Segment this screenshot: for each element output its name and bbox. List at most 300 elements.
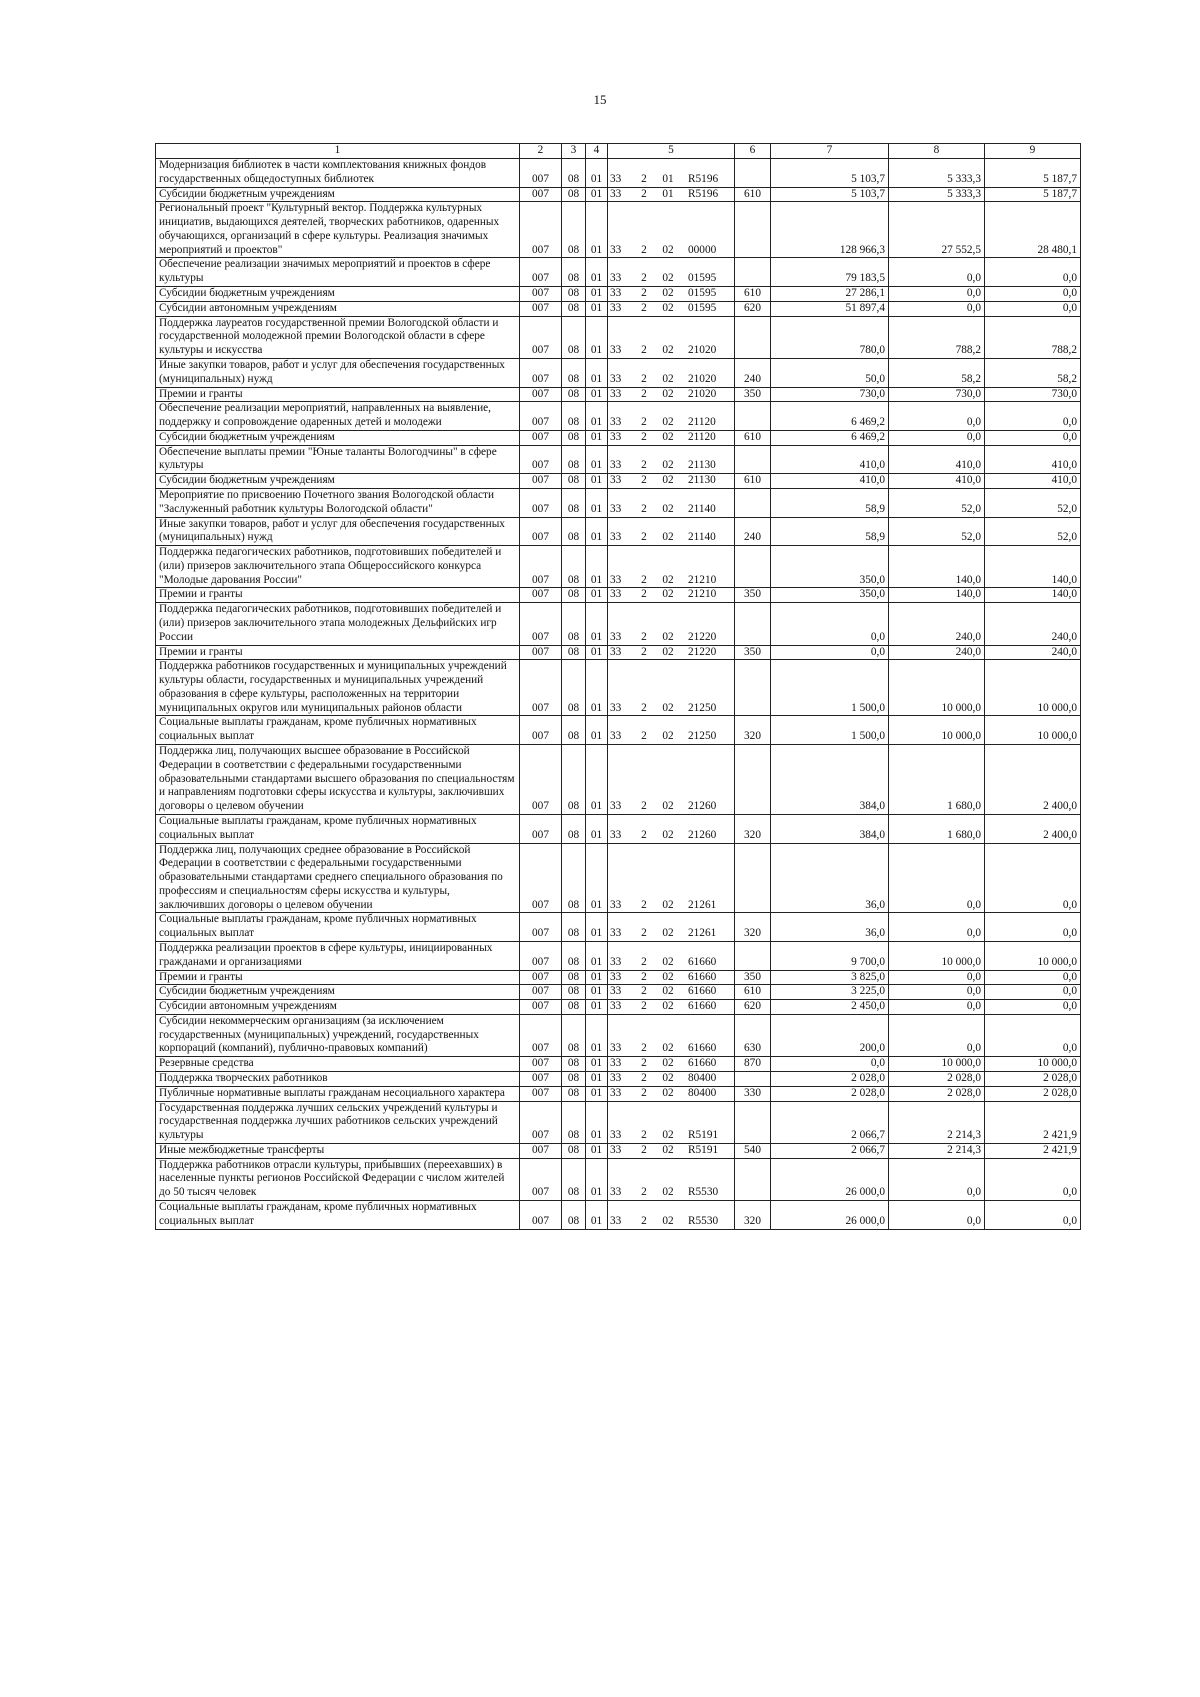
target-article-part: 01 [662,187,674,200]
amount-col7-cell: 5 103,7 [771,187,889,202]
target-article-part: 33 [610,474,622,487]
column-header: 4 [586,144,608,159]
target-article-part: 2 [641,645,647,658]
target-article-part: 2 [641,416,647,429]
table-row [156,301,1081,316]
target-article-part: 2 [641,459,647,472]
amount-col7-cell: 51 897,4 [771,301,889,316]
target-article-part: 21250 [688,701,717,714]
target-article-cell [608,603,735,645]
target-article-part: 21130 [688,459,716,472]
target-article-part: 02 [662,1057,674,1070]
subsection-code-cell: 01 [586,159,608,188]
row-name-cell: Публичные нормативные выплаты гражданам несоциального характера [156,1086,520,1101]
section-code-cell: 08 [562,445,586,474]
amount-col9-cell: 0,0 [985,402,1081,431]
row-name-cell: Поддержка реализации проектов в сфере культуры, инициированных гражданами и организациями [156,941,520,970]
table-row [156,1086,1081,1101]
row-name-cell: Субсидии бюджетным учреждениям [156,985,520,1000]
target-article-part: 02 [662,459,674,472]
section-code-cell: 08 [562,1000,586,1015]
table-row [156,716,1081,745]
ministry-code-cell: 007 [520,202,562,258]
table-row [156,1072,1081,1087]
target-article-cell [608,1158,735,1200]
section-code-cell: 08 [562,660,586,716]
ministry-code-cell: 007 [520,716,562,745]
amount-col9-cell: 10 000,0 [985,1057,1081,1072]
target-article-cell [608,814,735,843]
amount-col7-cell: 350,0 [771,588,889,603]
target-article-cell [608,301,735,316]
expense-type-cell: 540 [735,1143,771,1158]
table-row [156,202,1081,258]
subsection-code-cell: 01 [586,430,608,445]
amount-col8-cell: 0,0 [889,1158,985,1200]
amount-col9-cell: 10 000,0 [985,941,1081,970]
section-code-cell: 08 [562,187,586,202]
target-article-part: 02 [662,272,674,285]
expense-type-cell: 620 [735,301,771,316]
ministry-code-cell: 007 [520,159,562,188]
target-article-part: 33 [610,187,622,200]
ministry-code-cell: 007 [520,645,562,660]
target-article-part: 2 [641,730,647,743]
amount-col8-cell: 730,0 [889,387,985,402]
amount-col9-cell: 240,0 [985,645,1081,660]
amount-col9-cell: 0,0 [985,970,1081,985]
table-row [156,387,1081,402]
section-code-cell: 08 [562,716,586,745]
ministry-code-cell: 007 [520,1057,562,1072]
target-article-part: 21220 [688,630,717,643]
target-article-part: 2 [641,800,647,813]
target-article-part: 2 [641,301,647,314]
target-article-part: 21250 [688,730,717,743]
target-article-part: 2 [641,187,647,200]
row-name-cell: Поддержка работников государственных и муниципальных учреждений культуры области, государственных и муниципальных учреждений образования в сфере культуры, расположенных на территории муниципальных округов или муниципальных районов области [156,660,520,716]
amount-col7-cell: 350,0 [771,546,889,588]
target-article-part: 02 [662,372,674,385]
target-article-part: 2 [641,955,647,968]
target-article-part: 33 [610,372,622,385]
amount-col9-cell: 240,0 [985,603,1081,645]
amount-col7-cell: 2 028,0 [771,1086,889,1101]
amount-col8-cell: 0,0 [889,1201,985,1230]
section-code-cell: 08 [562,287,586,302]
expense-type-cell: 350 [735,970,771,985]
amount-col8-cell: 5 333,3 [889,187,985,202]
target-article-part: 02 [662,985,674,998]
row-name-cell: Обеспечение реализации мероприятий, направленных на выявление, поддержку и сопровождение одаренных детей и молодежи [156,402,520,431]
row-name-cell: Премии и гранты [156,645,520,660]
amount-col8-cell: 0,0 [889,913,985,942]
amount-col8-cell: 0,0 [889,287,985,302]
target-article-cell [608,843,735,913]
table-row [156,1158,1081,1200]
expense-type-cell: 870 [735,1057,771,1072]
amount-col7-cell: 6 469,2 [771,402,889,431]
row-name-cell: Поддержка педагогических работников, подготовивших победителей и (или) призеров заключительного этапа молодежных Дельфийских игр России [156,603,520,645]
target-article-cell [608,1086,735,1101]
subsection-code-cell: 01 [586,941,608,970]
table-row [156,941,1081,970]
table-row [156,913,1081,942]
target-article-cell [608,187,735,202]
target-article-part: 2 [641,372,647,385]
target-article-part: 33 [610,985,622,998]
table-row [156,745,1081,815]
amount-col9-cell: 0,0 [985,1014,1081,1056]
target-article-part: 02 [662,645,674,658]
expense-type-cell: 610 [735,287,771,302]
target-article-part: 02 [662,730,674,743]
table-row [156,187,1081,202]
target-article-cell [608,316,735,358]
table-row [156,287,1081,302]
amount-col9-cell: 410,0 [985,474,1081,489]
section-code-cell: 08 [562,474,586,489]
column-header: 9 [985,144,1081,159]
amount-col9-cell: 58,2 [985,358,1081,387]
target-article-part: 02 [662,430,674,443]
amount-col9-cell: 28 480,1 [985,202,1081,258]
amount-col8-cell: 410,0 [889,445,985,474]
target-article-part: 2 [641,898,647,911]
ministry-code-cell: 007 [520,1143,562,1158]
row-name-cell: Социальные выплаты гражданам, кроме публичных нормативных социальных выплат [156,1201,520,1230]
amount-col8-cell: 10 000,0 [889,660,985,716]
target-article-cell [608,588,735,603]
target-article-part: 2 [641,430,647,443]
section-code-cell: 08 [562,745,586,815]
ministry-code-cell: 007 [520,913,562,942]
row-name-cell: Премии и гранты [156,387,520,402]
amount-col7-cell: 410,0 [771,445,889,474]
subsection-code-cell: 01 [586,716,608,745]
amount-col8-cell: 788,2 [889,316,985,358]
target-article-part: 21120 [688,430,716,443]
target-article-part: 2 [641,1143,647,1156]
amount-col9-cell: 2 421,9 [985,1143,1081,1158]
amount-col9-cell: 10 000,0 [985,660,1081,716]
section-code-cell: 08 [562,645,586,660]
target-article-part: R5191 [688,1143,719,1156]
subsection-code-cell: 01 [586,488,608,517]
expense-type-cell: 320 [735,814,771,843]
table-row [156,1057,1081,1072]
target-article-part: 61660 [688,985,717,998]
target-article-part: 80400 [688,1072,717,1084]
header-row [156,144,1081,159]
target-article-part: 02 [662,531,674,544]
target-article-cell [608,358,735,387]
target-article-part: R5530 [688,1186,719,1199]
row-name-cell: Поддержка лауреатов государственной премии Вологодской области и государственной молодежной премии Вологодской области в сфере культуры и искусства [156,316,520,358]
amount-col9-cell: 0,0 [985,301,1081,316]
section-code-cell: 08 [562,588,586,603]
amount-col8-cell: 0,0 [889,1014,985,1056]
column-header: 6 [735,144,771,159]
target-article-part: 33 [610,172,622,185]
target-article-part: 33 [610,955,622,968]
section-code-cell: 08 [562,301,586,316]
target-article-part: 33 [610,970,622,983]
amount-col7-cell: 128 966,3 [771,202,889,258]
subsection-code-cell: 01 [586,814,608,843]
target-article-part: 33 [610,1143,622,1156]
row-name-cell: Иные закупки товаров, работ и услуг для обеспечения государственных (муниципальных) нужд [156,358,520,387]
row-name-cell: Поддержка лиц, получающих высшее образование в Российской Федерации в соответствии с федеральными государственными образовательными стандартами высшего образования по специальностям и направлениям подготовки сферы искусства и культуры, заключивших договоры о целевом обучении [156,745,520,815]
ministry-code-cell: 007 [520,1000,562,1015]
row-name-cell: Социальные выплаты гражданам, кроме публичных нормативных социальных выплат [156,814,520,843]
row-name-cell: Обеспечение реализации значимых мероприятий и проектов в сфере культуры [156,258,520,287]
amount-col9-cell: 410,0 [985,445,1081,474]
target-article-part: 02 [662,898,674,911]
amount-col8-cell: 0,0 [889,843,985,913]
expense-type-cell: 630 [735,1014,771,1056]
target-article-cell [608,445,735,474]
table-row [156,258,1081,287]
amount-col8-cell: 0,0 [889,402,985,431]
amount-col7-cell: 2 028,0 [771,1072,889,1087]
expense-type-cell [735,488,771,517]
target-article-part: 02 [662,927,674,940]
target-article-part: 01595 [688,272,717,285]
ministry-code-cell: 007 [520,1014,562,1056]
row-name-cell: Премии и гранты [156,588,520,603]
column-header: 2 [520,144,562,159]
amount-col7-cell: 36,0 [771,843,889,913]
subsection-code-cell: 01 [586,316,608,358]
target-article-part: 02 [662,1072,674,1084]
target-article-part: 2 [641,1086,647,1099]
amount-col8-cell: 10 000,0 [889,716,985,745]
expense-type-cell [735,258,771,287]
amount-col7-cell: 2 066,7 [771,1101,889,1143]
target-article-part: 33 [610,1057,622,1070]
target-article-part: 02 [662,701,674,714]
target-article-cell [608,913,735,942]
ministry-code-cell: 007 [520,985,562,1000]
section-code-cell: 08 [562,488,586,517]
target-article-part: 2 [641,1000,647,1013]
target-article-cell [608,202,735,258]
target-article-part: 33 [610,645,622,658]
target-article-part: 61660 [688,1000,717,1013]
amount-col9-cell: 0,0 [985,1000,1081,1015]
target-article-part: 33 [610,459,622,472]
target-article-part: 33 [610,287,622,300]
target-article-cell [608,287,735,302]
amount-col7-cell: 1 500,0 [771,660,889,716]
amount-col9-cell: 2 421,9 [985,1101,1081,1143]
amount-col9-cell: 788,2 [985,316,1081,358]
target-article-part: 02 [662,573,674,586]
ministry-code-cell: 007 [520,402,562,431]
amount-col7-cell: 9 700,0 [771,941,889,970]
amount-col7-cell: 730,0 [771,387,889,402]
amount-col7-cell: 0,0 [771,1057,889,1072]
section-code-cell: 08 [562,913,586,942]
target-article-part: 2 [641,502,647,515]
target-article-part: 2 [641,630,647,643]
table-row [156,588,1081,603]
target-article-part: 02 [662,630,674,643]
target-article-part: 80400 [688,1086,717,1099]
target-article-part: 2 [641,828,647,841]
target-article-cell [608,941,735,970]
ministry-code-cell: 007 [520,1158,562,1200]
target-article-cell [608,387,735,402]
amount-col9-cell: 0,0 [985,258,1081,287]
target-article-cell [608,546,735,588]
amount-col8-cell: 10 000,0 [889,1057,985,1072]
subsection-code-cell: 01 [586,546,608,588]
target-article-part: 33 [610,1072,622,1084]
target-article-part: 02 [662,1129,674,1142]
amount-col8-cell: 2 214,3 [889,1101,985,1143]
ministry-code-cell: 007 [520,187,562,202]
target-article-part: 33 [610,1000,622,1013]
amount-col9-cell: 0,0 [985,843,1081,913]
target-article-part: 02 [662,301,674,314]
row-name-cell: Региональный проект "Культурный вектор. Поддержка культурных инициатив, выдающихся деятелей, творческих работников, одаренных обучающихся, организаций в сфере культуры. Реализация значимых мероприятий и проектов" [156,202,520,258]
target-article-cell [608,1201,735,1230]
target-article-part: R5191 [688,1129,719,1142]
target-article-part: 21130 [688,474,716,487]
target-article-cell [608,1143,735,1158]
table-row [156,645,1081,660]
table-row [156,1000,1081,1015]
amount-col7-cell: 0,0 [771,603,889,645]
target-article-part: 02 [662,588,674,601]
target-article-part: 02 [662,1086,674,1099]
section-code-cell: 08 [562,1143,586,1158]
amount-col8-cell: 140,0 [889,546,985,588]
subsection-code-cell: 01 [586,402,608,431]
target-article-cell [608,159,735,188]
section-code-cell: 08 [562,603,586,645]
target-article-part: 33 [610,272,622,285]
amount-col9-cell: 2 400,0 [985,745,1081,815]
amount-col7-cell: 780,0 [771,316,889,358]
expense-type-cell [735,316,771,358]
ministry-code-cell: 007 [520,301,562,316]
target-article-part: 33 [610,531,622,544]
target-article-cell [608,430,735,445]
subsection-code-cell: 01 [586,603,608,645]
amount-col8-cell: 0,0 [889,985,985,1000]
row-name-cell: Субсидии бюджетным учреждениям [156,287,520,302]
expense-type-cell [735,402,771,431]
expense-type-cell: 350 [735,588,771,603]
target-article-part: 61660 [688,1057,717,1070]
section-code-cell: 08 [562,1158,586,1200]
amount-col8-cell: 0,0 [889,258,985,287]
ministry-code-cell: 007 [520,316,562,358]
row-name-cell: Социальные выплаты гражданам, кроме публичных нормативных социальных выплат [156,913,520,942]
row-name-cell: Иные межбюджетные трансферты [156,1143,520,1158]
subsection-code-cell: 01 [586,1101,608,1143]
amount-col7-cell: 6 469,2 [771,430,889,445]
target-article-part: 02 [662,416,674,429]
target-article-part: 61660 [688,955,717,968]
target-article-part: 33 [610,630,622,643]
subsection-code-cell: 01 [586,1201,608,1230]
target-article-part: 33 [610,1086,622,1099]
amount-col7-cell: 384,0 [771,745,889,815]
target-article-cell [608,1057,735,1072]
target-article-part: 2 [641,573,647,586]
subsection-code-cell: 01 [586,970,608,985]
table-row [156,970,1081,985]
row-name-cell: Поддержка работников отрасли культуры, прибывших (переехавших) в населенные пункты регионов Российской Федерации с числом жителей до 50 тысяч человек [156,1158,520,1200]
target-article-part: 61660 [688,970,717,983]
amount-col7-cell: 26 000,0 [771,1201,889,1230]
amount-col8-cell: 2 028,0 [889,1072,985,1087]
budget-table [155,143,1081,1230]
target-article-part: 2 [641,272,647,285]
target-article-part: 2 [641,172,647,185]
target-article-part: 02 [662,287,674,300]
target-article-cell [608,745,735,815]
amount-col9-cell: 2 028,0 [985,1072,1081,1087]
table-row [156,517,1081,546]
row-name-cell: Поддержка лиц, получающих среднее образование в Российской Федерации в соответствии с федеральными государственными образовательными стандартами среднего специального образования по профессиям и специальностям сферы искусства и культуры, заключивших договоры о целевом обучении [156,843,520,913]
target-article-cell [608,488,735,517]
amount-col7-cell: 200,0 [771,1014,889,1056]
table-row [156,1101,1081,1143]
amount-col7-cell: 1 500,0 [771,716,889,745]
section-code-cell: 08 [562,941,586,970]
amount-col8-cell: 5 333,3 [889,159,985,188]
expense-type-cell: 350 [735,645,771,660]
column-header: 8 [889,144,985,159]
amount-col8-cell: 2 028,0 [889,1086,985,1101]
section-code-cell: 08 [562,387,586,402]
target-article-part: 33 [610,730,622,743]
table-row [156,1201,1081,1230]
row-name-cell: Социальные выплаты гражданам, кроме публичных нормативных социальных выплат [156,716,520,745]
table-row [156,402,1081,431]
subsection-code-cell: 01 [586,913,608,942]
ministry-code-cell: 007 [520,287,562,302]
amount-col9-cell: 52,0 [985,488,1081,517]
section-code-cell: 08 [562,1101,586,1143]
target-article-part: 21140 [688,531,716,544]
subsection-code-cell: 01 [586,843,608,913]
row-name-cell: Поддержка творческих работников [156,1072,520,1087]
target-article-part: 02 [662,828,674,841]
ministry-code-cell: 007 [520,358,562,387]
amount-col9-cell: 0,0 [985,430,1081,445]
expense-type-cell [735,1158,771,1200]
section-code-cell: 08 [562,258,586,287]
target-article-part: 61660 [688,1042,717,1055]
target-article-cell [608,517,735,546]
section-code-cell: 08 [562,814,586,843]
budget-table-container [155,143,1081,1230]
target-article-part: 33 [610,588,622,601]
table-row [156,358,1081,387]
expense-type-cell: 240 [735,358,771,387]
subsection-code-cell: 01 [586,1000,608,1015]
ministry-code-cell: 007 [520,387,562,402]
ministry-code-cell: 007 [520,258,562,287]
expense-type-cell [735,445,771,474]
subsection-code-cell: 01 [586,358,608,387]
